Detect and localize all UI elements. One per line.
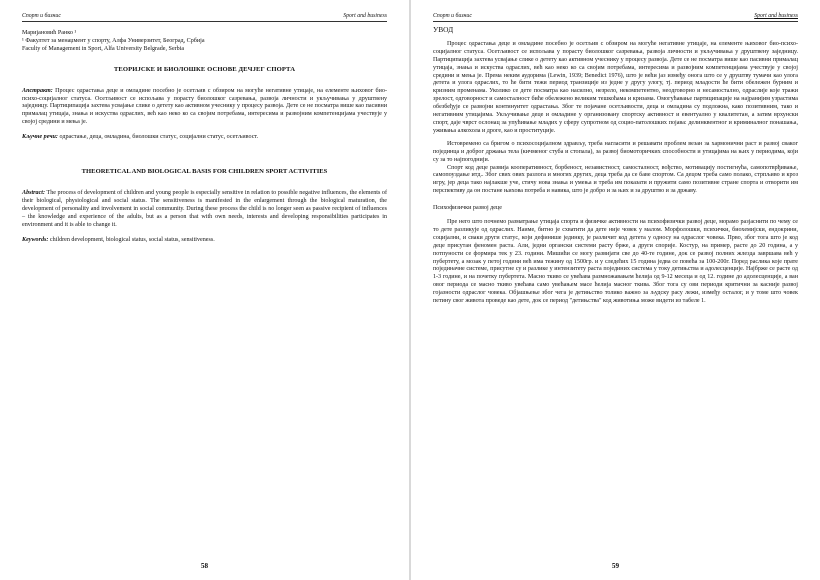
header-left-text: Спорт и бизнис: [433, 13, 472, 19]
abstract-en: [22, 190, 387, 230]
left-page-body: [22, 26, 387, 550]
affiliation-sr: ¹ Факултет за менаџмент у спорту, Алфа Универзитет, Београд, Србија: [22, 37, 205, 44]
abstract-sr: [22, 88, 387, 128]
keywords-en: [22, 237, 387, 245]
right-page: [411, 0, 820, 580]
affiliation-block: [22, 38, 387, 54]
keywords-sr: [22, 134, 387, 142]
abstract-en-label: Abstract:: [22, 189, 46, 196]
keywords-en-text: children development, biological status, social status, sensitiveness.: [48, 236, 215, 243]
keywords-sr-text: одрастање, деца, омладина, биолошки статус, социјални статус, осетљивост.: [57, 134, 259, 141]
affiliation-en: Faculty of Management in Sport, Alfa University Belgrade, Serbia: [22, 45, 185, 52]
page-number: 59: [611, 562, 620, 570]
header-right-text: Sport and business: [754, 13, 798, 19]
keywords-en-label: Keywords:: [22, 236, 49, 243]
abstract-sr-text: Процес одрастања деце и омладине посебно је осетљив с обзиром на могуће негативне утицаје, на елементе њиховог био-психо-социјалног статуса. Осетљивост се испољава у порасту биолошког сазревања, развоја личности и укључивања у друштвену заједницу. Партиципација захтева усвајање слике о детету као активном учеснику у процесу развоја. Дете се не посматра више као пасивни прималац утицаја, знања и искуства одраслих, већ као неко ко са својим потребама, интересима и развојним компетенцијама учествује у својој средини и мења је.: [22, 87, 387, 126]
abstract-sr-label: Апстракт:: [22, 87, 53, 94]
paragraph: Пре него што почнемо разматрање утицаја спорта и физичке активности на психофизички развој деце, морамо разјаснити по чему се то дете разликује од одраслих. Наиме, битно је схватити да дете није човек у малом. Морфолошки, психички, биохемијски, ендокрини, социјални, и сваки други статус, који дефинише јединку, је различит код детета у односу на одраслог човека. Прво, због тога што је код деце присутан феномен раста. Али, једни органски системи расту брже, а други спорије. Костур, на пример, расте до 20 година, а у потпуности се формира тек у 23. години. Мишићи се могу развијати све до 40-те године, док се развој полних жлезда завршава већ у пубертету, а мозак у петој години већ има тежину од 1500гр. и у следећих 15 година једва се повећа за 100-200г. Поред раслика које прате појединачне системе, присутне су и разлике у интензитету раста појединих система у току детињства и адолесценције. Најбрже се расте од 1-3 године, и на почетку пубертета. Масно ткиво се увећава размножавањем ћелија од 9-12 месеца и од 12. године до адолесценције, а ван овог периода се масно ткиво увећава само увећањем масе ћелија масног ткива. Због тога су ови периоди критични за касније развој гојазности одраслог човека. Објашњење због чега је детињство толико важно за људску расу лежи, између осталог, и у томе што човек петину свог живота проведе као дете, док се период "детињства" код животиња може видети из табеле 1.: [433, 219, 798, 305]
keywords-sr-label: Кључне речи:: [22, 134, 58, 141]
article-title-en: THEORETICAL AND BIOLOGICAL BASIS FOR CHILDREN SPORT ACTIVITIES: [81, 168, 328, 176]
header-left-text: Спорт и бизнис: [22, 13, 61, 19]
paragraph: Истовремено са бригом о психосоцијалном здрављу, треба нагласити и решавати проблем везан за хармонични раст и развој сваког појединца и доброг држања тела (кичменог стуба и стопала), за развој биомоторичких способности и утицајима на њих у периодима, који су за то најпогоднији.: [433, 140, 798, 163]
paragraph: Спорт код деце развија кооперативност, борбеност, независтност, самосталност, вођство, мотивацију постигнућа, самопотврђивање, самопоуздање итд.. Због свих ових разлога и многих других, деца треба да се баве спортом. Са децом треба само полако, стрпљиво и кроз игру, јер деца тако најлакше уче, стичу нова знања и умења и треба им показати и пружити само позитивне стране спорта и отворити им перспективу да он постане њихова потреба и навика, што је добро и за њих и за друштво и за државу.: [433, 164, 798, 195]
section-title: УВОД: [433, 25, 454, 34]
subsection-title: Психофизички развој деце: [433, 205, 502, 212]
article-title-sr: ТЕОРИЈСКЕ И БИОЛОШКЕ ОСНОВЕ ДЕЧЈЕГ СПОРТА: [113, 65, 296, 73]
abstract-en-text: The process of development of children and young people is especially sensitive in relation to possible negative influences, the elements of their biological, physiological and social status. The sensitiveness is manifested in the enlargement through the biological maturation, the development of personality and involvement in social community. During these process the child is no longer seen as passive recipient of influences – the knowledge and experience of the adults, but as a person that with own needs, interests and developing responsibilities participates in environment and it is able to change it.: [22, 189, 387, 228]
running-header: [433, 7, 798, 22]
paragraph: Процес одрастања деце и омладине посебно је осетљив с обзиром на могуће негативне утицаје, на елементе њиховог био-психо-социјалног статуса. Осетљивост се испољава у порасту биолошког сазревања, развоја личности и укључивања у друштвену заједницу. Партиципација захтева усвајање слике о детету као активном учеснику у процесу развоја. Дете се не посматра више као пасивни прималац утицаја, знања и искуства одраслих, већ као неко ко са својим потребама, интересима и развојним компетенцијама учествује у својој средини и мења је. Према неким аудорима (Lewin, 1939; Benedict 1976), што је већи јаз између онога што се у друштву тумачи као улога детета и улога одраслих, то ће бити тежи период транзиције из једне у другу улогу, тј. период младости ће бити обележен бурним и кризним променама. Уколико се дете посматра као насилно, незрело, некомпетентно, неодговорно и несамостално, одраслије које тражи зрелост, одговорност и самосталност биће обележено великим тешкоћама и кризама. Омогућавање партиципације на најранијим узрастима обезбеђује се развојни континуитет одрастања. Због те појачане осетљивости, деца и омладина су подложна, како позитивним, тако и негативним утицајима. Укључивање деце и омладине у организовану спортску активност и евентуално у квалитетан, а затим врхунски спорт, даје чврст ослонац за упућивање младих у сферу супротном од социо-патолошких појава: делинквентног и криминалног понашања, уживања алкохола и дроге, као и проституције.: [433, 40, 798, 134]
right-page-body: [433, 26, 798, 550]
header-right-text: Sport and business: [343, 13, 387, 19]
left-page: [0, 0, 409, 580]
running-header: [22, 7, 387, 22]
page-number: 58: [200, 562, 209, 570]
author-name: Маријановић Ранко ¹: [22, 30, 77, 36]
